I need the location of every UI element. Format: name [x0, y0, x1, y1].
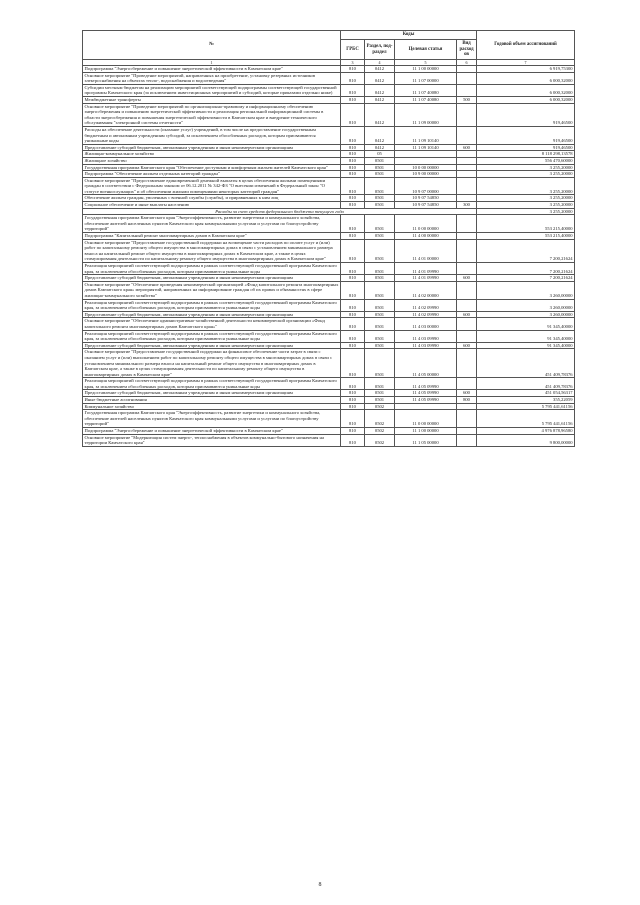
row-grbs: 810 — [341, 195, 365, 202]
row-grbs: 810 — [341, 349, 365, 378]
row-name: Основное мероприятие "Обеспечение проведения некоммерческой организацией «Фонд капитального ремонта многоквартирных домов Камчатского края» мероприятий, направленных на информирование граждан об их правах и обязанностях в сфере жилищно-коммунального хозяйства" — [83, 281, 341, 299]
row-razdel: 0501 — [365, 215, 395, 233]
row-grbs: 810 — [341, 84, 365, 96]
row-sum: 3 260,00000 — [477, 281, 575, 299]
row-expense-type — [457, 330, 477, 342]
row-razdel: 0501 — [365, 390, 395, 397]
row-grbs: 810 — [341, 281, 365, 299]
table-row — [83, 403, 575, 410]
row-grbs: 810 — [341, 299, 365, 311]
table-row — [83, 96, 575, 103]
row-target-article: 11 4 03 09990 — [395, 330, 457, 342]
row-name: Государственная программа Камчатского края "Энергоэффективность, развитие энергетики и коммунального хозяйства, обеспечение жителей населенных пунктов Камчатского края коммунальными услугами и услугами по благоустройству территорий" — [83, 215, 341, 233]
table-row — [83, 263, 575, 275]
row-grbs: 810 — [341, 171, 365, 178]
table-row — [83, 144, 575, 151]
row-name: Иные бюджетные ассигнования — [83, 397, 341, 404]
row-expense-type — [457, 66, 477, 73]
table-row — [83, 239, 575, 262]
row-grbs: 810 — [341, 151, 365, 158]
row-sum: 3 255,20000 — [477, 164, 575, 171]
row-target-article: 11 4 01 09990 — [395, 263, 457, 275]
row-target-article: 11 1 07 40080 — [395, 96, 457, 103]
row-grbs: 810 — [341, 144, 365, 151]
row-expense-type: 600 — [457, 311, 477, 318]
row-name: Подпрограмма "Обеспечение жильем отдельных категорий граждан" — [83, 171, 341, 178]
row-razdel: 0501 — [365, 330, 395, 342]
row-razdel: 0502 — [365, 410, 395, 428]
row-razdel: 0501 — [365, 202, 395, 209]
row-razdel: 0501 — [365, 157, 395, 164]
table-row — [83, 84, 575, 96]
table-row — [83, 281, 575, 299]
row-expense-type — [457, 151, 477, 158]
row-expense-type — [457, 239, 477, 262]
table-row — [83, 215, 575, 233]
header-vr: Вид расходов — [457, 40, 477, 60]
table-row — [83, 208, 575, 215]
row-name: Жилищно-коммунальное хозяйство — [83, 151, 341, 158]
row-sum: 451 409,78376 — [477, 349, 575, 378]
row-target-article: 11 1 09 10140 — [395, 126, 457, 144]
table-row — [83, 349, 575, 378]
table-row — [83, 378, 575, 390]
row-name: Основное мероприятие "Обеспечение административно-хозяйственной деятельности некоммерческой организации «Фонд капитального ремонта многоквартирных домов Камчатского края»" — [83, 318, 341, 330]
row-target-article: 11 1 00 00000 — [395, 428, 457, 435]
table-row — [83, 390, 575, 397]
row-target-article: 11 1 05 00000 — [395, 434, 457, 446]
row-note: Расходы за счет средств федерального бюджета текущего года — [83, 208, 477, 215]
row-expense-type: 800 — [457, 397, 477, 404]
row-expense-type — [457, 72, 477, 84]
row-grbs: 810 — [341, 126, 365, 144]
row-target-article: 11 1 00 00000 — [395, 66, 457, 73]
colnum: 6 — [457, 60, 477, 66]
row-name: Реализация мероприятий соответствующей подпрограммы в рамках соответствующей государственной программы Камчатского края, за исключением обособленных расходов, которым присваиваются уникальные коды — [83, 263, 341, 275]
row-sum: 919,46500 — [477, 126, 575, 144]
row-expense-type — [457, 318, 477, 330]
row-grbs: 810 — [341, 318, 365, 330]
colnum: 7 — [477, 60, 575, 66]
row-expense-type — [457, 403, 477, 410]
table-row — [83, 397, 575, 404]
row-target-article: 11 4 03 00000 — [395, 318, 457, 330]
table-row — [83, 72, 575, 84]
row-razdel: 0502 — [365, 403, 395, 410]
row-target-article: 11 1 07 00000 — [395, 72, 457, 84]
row-sum: 7 200,21624 — [477, 263, 575, 275]
row-razdel: 0501 — [365, 275, 395, 282]
row-sum: 3 260,00000 — [477, 299, 575, 311]
row-name: Обеспечение жильем граждан, уволенных с военной службы (службы), и приравненных к ним лиц — [83, 195, 341, 202]
row-target-article: 11 4 02 00000 — [395, 281, 457, 299]
row-expense-type: 600 — [457, 342, 477, 349]
row-razdel: 0502 — [365, 434, 395, 446]
row-razdel: 0501 — [365, 239, 395, 262]
row-expense-type — [457, 126, 477, 144]
row-target-article: 10 9 07 54850 — [395, 202, 457, 209]
row-sum: 91 345,40000 — [477, 330, 575, 342]
row-grbs: 810 — [341, 397, 365, 404]
row-sum: 3 255,20000 — [477, 202, 575, 209]
row-name: Субсидии местным бюджетам на реализацию мероприятий соответствующей подпрограммы соответствующей государственной программы Камчатского края (за исключением инвестиционных мероприятий и субсидий, которые приказами отдельно ниже) — [83, 84, 341, 96]
row-expense-type — [457, 281, 477, 299]
row-razdel: 0412 — [365, 72, 395, 84]
colnum: 3 — [341, 60, 365, 66]
row-expense-type — [457, 299, 477, 311]
row-sum: 355,22059 — [477, 397, 575, 404]
row-target-article: 10 9 07 00000 — [395, 177, 457, 195]
row-target-article: 11 0 00 00000 — [395, 410, 457, 428]
row-expense-type — [457, 84, 477, 96]
row-sum: 6 919,75300 — [477, 66, 575, 73]
table-row — [83, 410, 575, 428]
row-name: Основное мероприятие "Модернизация систем энерго-, теплоснабжения в объектов коммунально-бытового назначения на территории Камчатского края" — [83, 434, 341, 446]
row-name: Предоставление субсидий бюджетным, автономным учреждениям и иным некоммерческим организациям — [83, 342, 341, 349]
page-number: 8 — [318, 882, 322, 888]
row-grbs: 810 — [341, 434, 365, 446]
row-grbs: 810 — [341, 164, 365, 171]
row-sum: 553 215,40000 — [477, 215, 575, 233]
row-target-article: 10 9 00 00000 — [395, 171, 457, 178]
table-row — [83, 318, 575, 330]
row-grbs: 810 — [341, 311, 365, 318]
row-sum: 3 255,20000 — [477, 195, 575, 202]
row-name: Основное мероприятие "Предоставление государственной поддержки на возмещение части расходов по оплате услуг и (или) работ по капитальному ремонту общего имущества в многоквартирных домах в связи с установлением минимального размера взноса на капитальный ремонт общего имущества в многоквартирных домах в Камчатском крае, а также в целях стимулирования деятельности по капитальному ремонту общего имущества в многоквартирных домах в Камчатском крае" — [83, 239, 341, 262]
row-grbs: 810 — [341, 378, 365, 390]
row-razdel: 0412 — [365, 66, 395, 73]
table-row — [83, 177, 575, 195]
row-razdel: 0501 — [365, 233, 395, 240]
row-grbs: 810 — [341, 157, 365, 164]
row-target-article: 11 4 05 09990 — [395, 390, 457, 397]
row-razdel: 0501 — [365, 263, 395, 275]
row-target-article: 11 0 00 00000 — [395, 215, 457, 233]
row-razdel: 0501 — [365, 164, 395, 171]
row-razdel: 0501 — [365, 349, 395, 378]
row-expense-type — [457, 434, 477, 446]
row-expense-type: 600 — [457, 144, 477, 151]
colnum: 5 — [395, 60, 457, 66]
table-row — [83, 151, 575, 158]
row-expense-type — [457, 215, 477, 233]
row-sum: 451 054,56317 — [477, 390, 575, 397]
row-grbs: 810 — [341, 342, 365, 349]
row-grbs: 810 — [341, 202, 365, 209]
row-razdel: 0501 — [365, 311, 395, 318]
row-expense-type: 600 — [457, 390, 477, 397]
row-target-article — [395, 151, 457, 158]
row-razdel: 0412 — [365, 96, 395, 103]
row-target-article: 11 4 01 09990 — [395, 275, 457, 282]
row-target-article: 11 1 09 10140 — [395, 144, 457, 151]
row-sum: 4 976 878,96580 — [477, 428, 575, 435]
table-row — [83, 428, 575, 435]
row-grbs: 810 — [341, 275, 365, 282]
row-grbs: 810 — [341, 96, 365, 103]
table-row — [83, 202, 575, 209]
row-sum: 6 000,32000 — [477, 84, 575, 96]
row-name: Жилищное хозяйство — [83, 157, 341, 164]
row-name: Основное мероприятие "Предоставление государственной поддержки на финансовое обеспечение части затрат в связи с оказанием услуг и (или) выполнением работ по капитальному ремонту общего имущества в многоквартирных домах в связи с установлением минимального размера взноса на капитальный ремонт общего имущества в многоквартирных домах в Камчатском крае, а также в целях стимулирования деятельности по капитальному ремонту общего имущества в многоквартирных домах в Камчатском крае" — [83, 349, 341, 378]
row-sum: 919,46500 — [477, 103, 575, 126]
table-row — [83, 103, 575, 126]
row-expense-type: 600 — [457, 275, 477, 282]
row-expense-type — [457, 164, 477, 171]
row-razdel: 0501 — [365, 281, 395, 299]
table-row — [83, 233, 575, 240]
row-razdel: 0501 — [365, 171, 395, 178]
row-expense-type — [457, 410, 477, 428]
row-grbs: 810 — [341, 330, 365, 342]
header-razdel: Раздел, под-раздел — [365, 40, 395, 60]
row-name: Подпрограмма "Энергосбережение и повышение энергетической эффективности в Камчатском крае" — [83, 428, 341, 435]
row-expense-type — [457, 428, 477, 435]
row-expense-type — [457, 157, 477, 164]
row-grbs: 810 — [341, 410, 365, 428]
header-codes: Коды — [341, 31, 477, 40]
row-target-article: 11 1 07 40080 — [395, 84, 457, 96]
row-grbs: 810 — [341, 177, 365, 195]
row-expense-type: 500 — [457, 96, 477, 103]
row-expense-type — [457, 378, 477, 390]
row-razdel: 0501 — [365, 195, 395, 202]
row-name: Государственная программа Камчатского края "Энергоэффективность, развитие энергетики и коммунального хозяйства, обеспечение жителей населенных пунктов Камчатского края коммунальными услугами и услугами по благоустройству территорий" — [83, 410, 341, 428]
row-sum: 6 000,32000 — [477, 72, 575, 84]
row-razdel: 05 — [365, 151, 395, 158]
row-sum: 556 470,60000 — [477, 157, 575, 164]
row-target-article: 11 4 00 00000 — [395, 233, 457, 240]
row-name: Основное мероприятие "Проведение мероприятий, направленных на приобретение, установку резервных источников электроснабжения на объектах тепло-, водоснабжения и водоотведения" — [83, 72, 341, 84]
row-sum: 6 000,32000 — [477, 96, 575, 103]
table-row — [83, 330, 575, 342]
row-razdel: 0412 — [365, 144, 395, 151]
row-razdel: 0412 — [365, 126, 395, 144]
row-sum: 3 255,20000 — [477, 177, 575, 195]
row-sum: 8 118 298,13578 — [477, 151, 575, 158]
row-name: Подпрограмма "Капитальный ремонт многоквартирных домов в Камчатском крае" — [83, 233, 341, 240]
row-grbs: 810 — [341, 103, 365, 126]
row-name: Государственная программа Камчатского края "Обеспечение доступным и комфортным жильем жителей Камчатского края" — [83, 164, 341, 171]
row-target-article — [395, 403, 457, 410]
colnum: 1 — [83, 60, 341, 66]
row-target-article: 11 4 05 09990 — [395, 378, 457, 390]
row-expense-type — [457, 195, 477, 202]
row-target-article: 11 4 03 09990 — [395, 342, 457, 349]
row-expense-type — [457, 103, 477, 126]
budget-table — [82, 30, 575, 447]
row-name: Межбюджетные трансферты — [83, 96, 341, 103]
row-razdel: 0501 — [365, 299, 395, 311]
row-razdel: 0412 — [365, 84, 395, 96]
row-target-article: 11 4 02 09990 — [395, 299, 457, 311]
row-target-article: 11 4 02 09990 — [395, 311, 457, 318]
row-target-article: 10 9 07 54850 — [395, 195, 457, 202]
row-grbs: 810 — [341, 72, 365, 84]
row-name: Реализация мероприятий соответствующей подпрограммы в рамках соответствующей государственной программы Камчатского края, за исключением обособленных расходов, которым присваиваются уникальные коды — [83, 299, 341, 311]
row-sum: 7 200,21624 — [477, 239, 575, 262]
row-sum: 3 255,20000 — [477, 171, 575, 178]
table-row — [83, 434, 575, 446]
header-grbs: ГРБС — [341, 40, 365, 60]
table-row — [83, 66, 575, 73]
row-grbs: 810 — [341, 215, 365, 233]
row-grbs: 810 — [341, 66, 365, 73]
row-razdel: 0502 — [365, 428, 395, 435]
row-name: Предоставление субсидий бюджетным, автономным учреждениям и иным некоммерческим организациям — [83, 311, 341, 318]
header-annual: Годовой объем ассигнований — [477, 31, 575, 60]
row-grbs: 810 — [341, 239, 365, 262]
row-razdel: 0501 — [365, 397, 395, 404]
table-row — [83, 275, 575, 282]
row-target-article: 11 1 09 00000 — [395, 103, 457, 126]
table-row — [83, 157, 575, 164]
row-expense-type — [457, 233, 477, 240]
row-name: Основное мероприятие "Проведение мероприятий по организационно-правовому и информационному обеспечению энергосбережения и повышению энергетической эффективности и реализация региональной информационной системы в области энергосбережения и повышения энергетической эффективности в Камчатском крае и внедрение технического обслуживания "электронной системы отчетности" — [83, 103, 341, 126]
table-row — [83, 164, 575, 171]
row-sum: 91 345,40000 — [477, 342, 575, 349]
row-sum: 91 345,40000 — [477, 318, 575, 330]
row-grbs: 810 — [341, 263, 365, 275]
row-grbs: 810 — [341, 403, 365, 410]
header-cs: Целевая статья — [395, 40, 457, 60]
table-row — [83, 171, 575, 178]
row-target-article: 10 0 00 00000 — [395, 164, 457, 171]
row-target-article: 11 4 01 00000 — [395, 239, 457, 262]
row-expense-type — [457, 177, 477, 195]
table-row — [83, 311, 575, 318]
table-header — [83, 31, 575, 66]
row-grbs: 810 — [341, 428, 365, 435]
row-sum: 451 409,78376 — [477, 378, 575, 390]
row-name: Основное мероприятие "Предоставление единовременной денежной выплаты в целях обеспечения жилыми помещениями граждан в соответствии с Федеральным законом от 06.12.2011 № 342-ФЗ "О внесении изменений в Федеральный закон "О статусе военнослужащих" и об обеспечении жилыми помещениями некоторых категорий граждан" — [83, 177, 341, 195]
row-expense-type — [457, 349, 477, 378]
colnum: 4 — [365, 60, 395, 66]
row-name: Реализация мероприятий соответствующей подпрограммы в рамках соответствующей государственной программы Камчатского края, за исключением обособленных расходов, которым присваиваются уникальные коды — [83, 330, 341, 342]
row-target-article: 11 4 05 09990 — [395, 397, 457, 404]
row-target-article: 11 4 05 00000 — [395, 349, 457, 378]
row-sum: 919,46500 — [477, 144, 575, 151]
row-razdel: 0501 — [365, 177, 395, 195]
table-body — [83, 66, 575, 447]
row-sum: 5 795 441,61156 — [477, 403, 575, 410]
table-row — [83, 299, 575, 311]
row-razdel: 0501 — [365, 378, 395, 390]
row-name: Расходы на обеспечение деятельности (оказание услуг) учреждений, в том числе на предоставление государственным бюджетным и автономным учреждениям субсидий, за исключением обособленных расходов, которым присваиваются уникальные коды — [83, 126, 341, 144]
row-sum: 7 200,21624 — [477, 275, 575, 282]
row-name: Социальное обеспечение и иные выплаты населению — [83, 202, 341, 209]
row-sum: 3 255,20000 — [477, 208, 575, 215]
row-sum: 553 215,40000 — [477, 233, 575, 240]
row-name: Предоставление субсидий бюджетным, автономным учреждениям и иным некоммерческим организациям — [83, 390, 341, 397]
row-sum: 3 260,00000 — [477, 311, 575, 318]
row-razdel: 0501 — [365, 318, 395, 330]
row-expense-type — [457, 263, 477, 275]
row-grbs: 810 — [341, 233, 365, 240]
row-sum: 9 800,00000 — [477, 434, 575, 446]
row-target-article — [395, 157, 457, 164]
row-grbs: 810 — [341, 390, 365, 397]
row-razdel: 0501 — [365, 342, 395, 349]
row-expense-type: 300 — [457, 202, 477, 209]
header-num: № — [83, 31, 341, 60]
table-row — [83, 195, 575, 202]
table-row — [83, 126, 575, 144]
row-expense-type — [457, 171, 477, 178]
row-name: Коммунальное хозяйство — [83, 403, 341, 410]
row-razdel: 0412 — [365, 103, 395, 126]
row-sum: 5 795 441,61156 — [477, 410, 575, 428]
row-name: Подпрограмма "Энергосбережение и повышение энергетической эффективности в Камчатском крае" — [83, 66, 341, 73]
row-name: Предоставление субсидий бюджетным, автономным учреждениям и иным некоммерческим организациям — [83, 275, 341, 282]
row-name: Предоставление субсидий бюджетным, автономным учреждениям и иным некоммерческим организациям — [83, 144, 341, 151]
row-name: Реализация мероприятий соответствующей подпрограммы в рамках соответствующей государственной программы Камчатского края, за исключением обособленных расходов, которым присваиваются уникальные коды — [83, 378, 341, 390]
table-row — [83, 342, 575, 349]
